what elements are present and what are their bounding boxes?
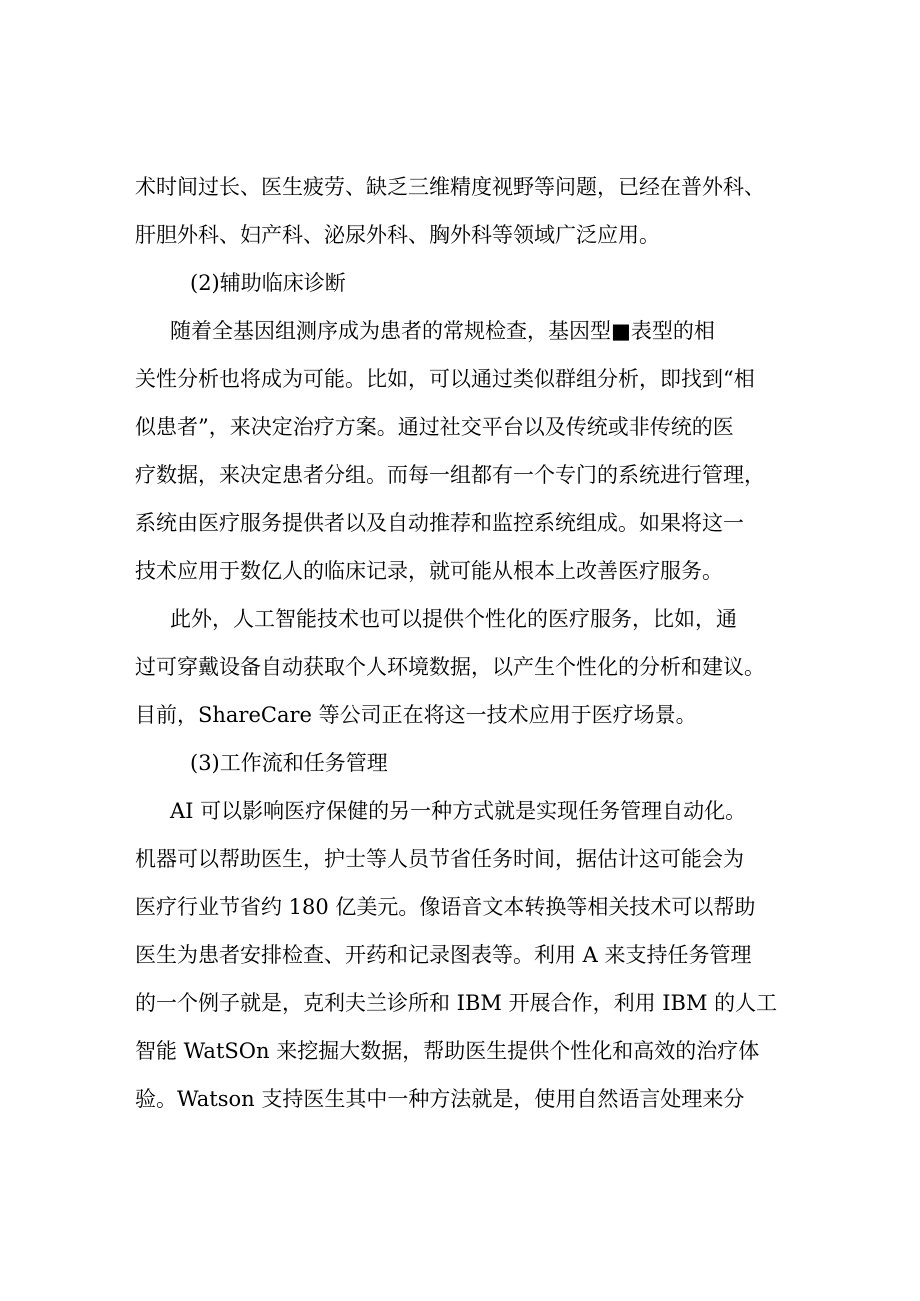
text-line-9: 技术应用于数亿人的临床记录，就可能从根本上改善医疗服务。 xyxy=(135,559,723,583)
text-line-5: 关性分析也将成为可能。比如，可以通过类似群组分析，即找到“相 xyxy=(135,367,755,391)
text-line-15: 机器可以帮助医生，护士等人员节省任务时间，据估计这可能会为 xyxy=(135,847,744,871)
text-line-17: 医生为患者安排检查、开药和记录图表等。利用 A 来支持任务管理 xyxy=(135,943,752,967)
section-heading-2: (2)辅助临床诊断 xyxy=(190,271,346,295)
text-line-10: 此外，人工智能技术也可以提供个性化的医疗服务，比如，通 xyxy=(170,607,737,631)
text-line-16: 医疗行业节省约 180 亿美元。像语音文本转换等相关技术可以帮助 xyxy=(135,895,756,919)
text-line-8: 系统由医疗服务提供者以及自动推荐和监控系统组成。如果将这一 xyxy=(135,511,744,535)
text-line-19: 智能 WatSOn 来挖掘大数据，帮助医生提供个性化和高效的治疗体 xyxy=(135,1039,760,1063)
text-line-7: 疗数据，来决定患者分组。而每一组都有一个专门的系统进行管理， xyxy=(135,463,765,487)
text-line-4: 随着全基因组测序成为患者的常规检查，基因型■表型的相 xyxy=(170,319,715,343)
text-line-20: 验。Watson 支持医生其中一种方法就是，使用自然语言处理来分 xyxy=(135,1087,745,1111)
section-heading-3: (3)工作流和任务管理 xyxy=(190,751,388,775)
text-line-2: 肝胆外科、妇产科、泌尿外科、胸外科等领域广泛应用。 xyxy=(135,223,660,247)
text-line-11: 过可穿戴设备自动获取个人环境数据，以产生个性化的分析和建议。 xyxy=(135,655,765,679)
text-line-1: 术时间过长、医生疲劳、缺乏三维精度视野等问题，已经在普外科、 xyxy=(135,175,765,199)
text-line-14: AI 可以影响医疗保健的另一种方式就是实现任务管理自动化。 xyxy=(170,799,747,823)
text-line-12: 目前，ShareCare 等公司正在将这一技术应用于医疗场景。 xyxy=(135,703,697,727)
text-line-6: 似患者”，来决定治疗方案。通过社交平台以及传统或非传统的医 xyxy=(135,415,734,439)
text-line-18: 的一个例子就是，克利夫兰诊所和 IBM 开展合作，利用 IBM 的人工 xyxy=(135,991,778,1015)
